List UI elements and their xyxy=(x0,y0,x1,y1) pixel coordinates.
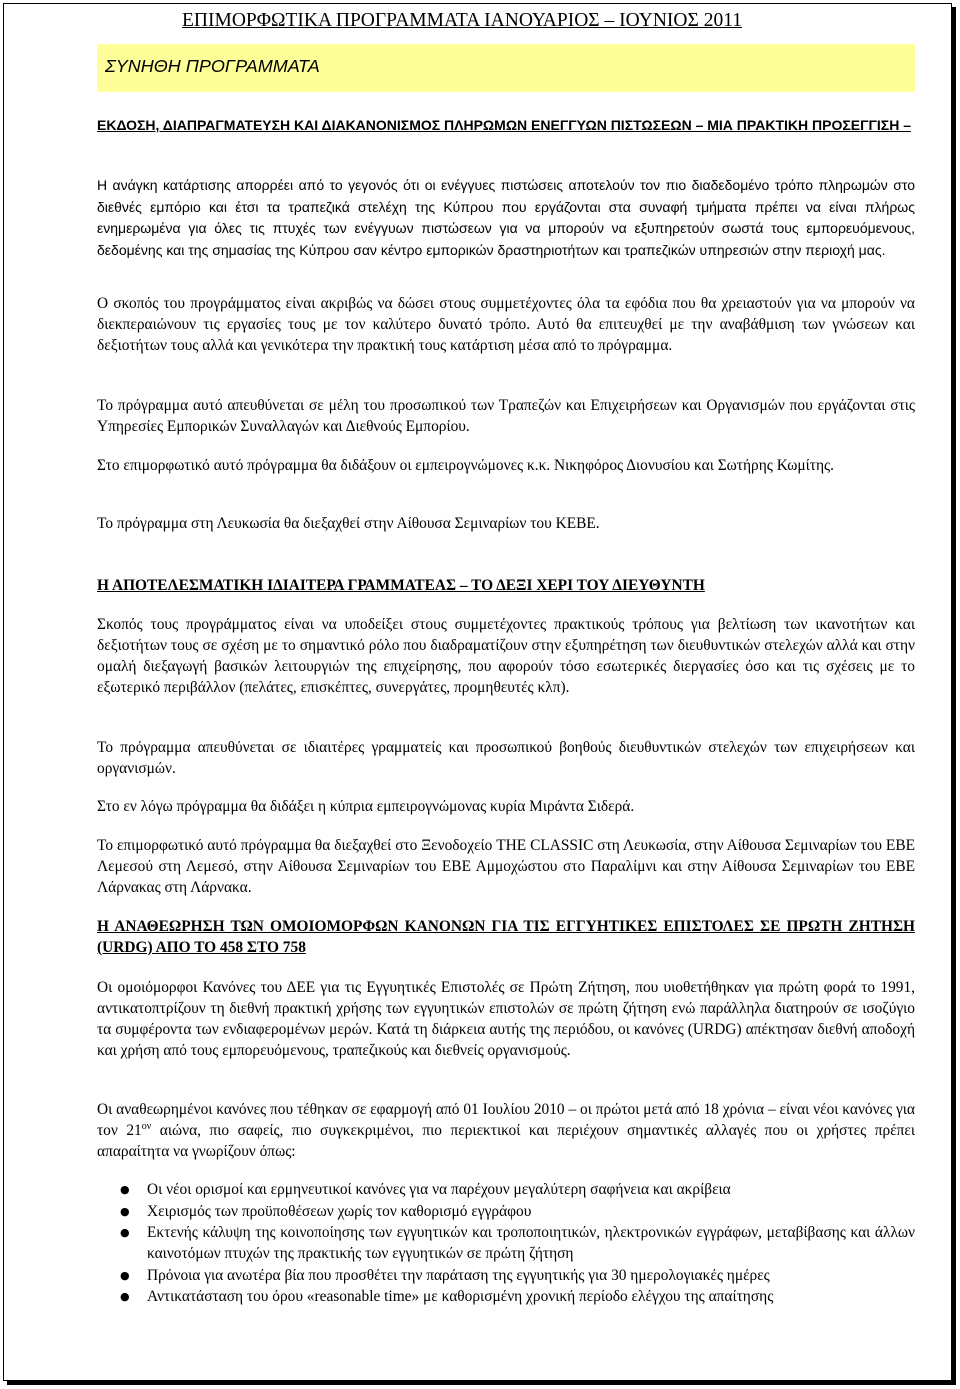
p2-text-before: Οι αναθεωρημένοι κανόνες που τέθηκαν σε εφαρμογή από 01 Ιουλίου 2010 – οι πρώτοι μετά από 18 χρόνια – είναι νέοι κανόνες για τον 21 xyxy=(97,1101,915,1139)
section1-paragraph-1: Η ανάγκη κατάρτισης απορρέει από το γεγονός ότι οι ενέγγυες πιστώσεις αποτελούν τον πιο διαδεδομένο τρόπο πληρωμών στο διεθνές εμπόριο και έτσι τα τραπεζικά στελέχη της Κύπρου που εργάζονται στα συναφή τμήματα πρέπει να είναι πλήρως ενημερωμένα για όλες τις πτυχές των ενέγγυων πιστώσεων για να μπορούν να εξυπηρετούν σωστά τους εμπορευόμενους, δεδομένης και της σημασίας της Κύπρου σαν κέντρο εμπορικών δραστηριοτήτων και τραπεζικών υπηρεσιών στην περιοχή μας. xyxy=(97,177,915,258)
section1-paragraph-2: Ο σκοπός του προγράμματος είναι ακριβώς να δώσει στους συμμετέχοντες όλα τα εφόδια που θα χρειαστούν για να μπορούν να διεκπεραιώνουν τις εργασίες τους με τον καλύτερο δυνατό τρόπο. Αυτό θα επιτευχθεί με την αναβάθμιση των γνώσεων και δεξιοτήτων τους αλλά και γενικότερα την πρακτική τους κατάρτιση μέσα από το πρόγραμμα. xyxy=(97,295,915,354)
section3-paragraph-2 xyxy=(97,1099,915,1162)
list-item: ● Οι νέοι ορισμοί και ερμηνευτικοί κανόνες για να παρέχουν μεγαλύτερη σαφήνεια και ακρίβεια xyxy=(97,1179,915,1200)
list-item: ● Χειρισμός των προϋποθέσεων χωρίς τον καθορισμό εγγράφου xyxy=(97,1201,915,1222)
list-item: ● Εκτενής κάλυψη της κοινοποίησης των εγγυητικών και τροποποιητικών, ηλεκτρονικών εγγράφων, μεταβίβασης και άλλων καινοτόμων πτυχών της πρακτικής των εγγυητικών σε πρώτη ζήτηση xyxy=(97,1222,915,1264)
list-item: ● Αντικατάσταση του όρου «reasonable time» με καθορισμένη χρονική περίοδο ελέγχου της απαίτησης xyxy=(97,1286,915,1307)
section2-paragraph-4: Το επιμορφωτικό αυτό πρόγραμμα θα διεξαχθεί στο Ξενοδοχείο THE CLASSIC στη Λευκωσία, στην Αίθουσα Σεμιναρίων του ΕΒΕ Λεμεσού στη Λεμεσό, στην Αίθουσα Σεμιναρίων του ΕΒΕ Αμμοχώστου στο Παραλίμνι και στην Αίθουσα Σεμιναρίων του ΕΒΕ Λάρνακας στη Λάρνακα. xyxy=(97,837,915,896)
section3-heading: Η ΑΝΑΘΕΩΡΗΣΗ ΤΩΝ ΟΜΟΙΟΜΟΡΦΩΝ ΚΑΝΟΝΩΝ ΓΙΑ ΤΙΣ ΕΓΓΥΗΤΙΚΕΣ ΕΠΙΣΤΟΛΕΣ ΣΕ ΠΡΩΤΗ ΖΗΤΗΣΗ (URDG) ΑΠΟ ΤΟ 458 ΣΤΟ 758 xyxy=(97,918,915,956)
section1-paragraph-3: Το πρόγραμμα αυτό απευθύνεται σε μέλη του προσωπικού των Τραπεζών και Επιχειρήσεων και Οργανισμών που εργάζονται στις Υπηρεσίες Εμπορικών Συναλλαγών και Διεθνούς Εμπορίου. xyxy=(97,397,915,435)
section-banner xyxy=(97,44,915,92)
banner-label: ΣΥΝΗΘΗ ΠΡΟΓΡΑΜΜΑΤΑ xyxy=(105,56,320,76)
changes-bullet-list xyxy=(97,1179,915,1308)
p2-superscript: ον xyxy=(141,1120,152,1132)
section2-heading: Η ΑΠΟΤΕΛΕΣΜΑΤΙΚΗ ΙΔΙΑΙΤΕΡΑ ΓΡΑΜΜΑΤΕΑΣ – ΤΟ ΔΕΞΙ ΧΕΡΙ ΤΟΥ ΔΙΕΥΘΥΝΤΗ xyxy=(97,577,705,594)
section1-heading: ΕΚΔΟΣΗ, ΔΙΑΠΡΑΓΜΑΤΕΥΣΗ ΚΑΙ ΔΙΑΚΑΝΟΝΙΣΜΟΣ ΠΛΗΡΩΜΩΝ ΕΝΕΓΓΥΩΝ ΠΙΣΤΩΣΕΩΝ – ΜΙΑ ΠΡΑΚΤΙΚΗ ΠΡΟΣΕΓΓΙΣΗ – xyxy=(97,117,911,133)
section1-paragraph-4: Στο επιμορφωτικό αυτό πρόγραμμα θα διδάξουν οι εμπειρογνώμονες κ.κ. Νικηφόρος Διονυσίου και Σωτήρης Κωμίτης. xyxy=(97,457,834,474)
section3-paragraph-1: Οι ομοιόμορφοι Κανόνες του ΔΕΕ για τις Εγγυητικές Επιστολές σε Πρώτη Ζήτηση, που υιοθετήθηκαν για πρώτη φορά το 1991, αντικατοπτρίζουν τη διεθνή πρακτική χρήσης των εγγυητικών επιστολών σε πρώτη ζήτηση ενώ παράλληλα διατηρούν σε ισοζύγιο τα συμφέροντα των ενδιαφερομένων μερών. Κατά τη διάρκεια αυτής της περιόδου, οι κανόνες (URDG) απέκτησαν διεθνή αποδοχή και χρήση από τους εμπορευόμενους, τραπεζικούς και διεθνείς οργανισμούς. xyxy=(97,979,915,1059)
section2-paragraph-1: Σκοπός τους προγράμματος είναι να υποδείξει στους συμμετέχοντες πρακτικούς τρόπους για βελτίωση των ικανοτήτων και δεξιοτήτων τους σε σχέση με το σημαντικό ρόλο που διαδραματίζουν στην εξυπηρέτηση των διευθυντικών στελεχών αλλά και στην ομαλή διεξαγωγή βασικών λειτουργιών της επιχείρησης, που αφορούν τόσο εσωτερικές διεργασίες όσο και τις σχέσεις με το εξωτερικό περιβάλλον (πελάτες, επισκέπτες, συνεργάτες, προμηθευτές κλπ). xyxy=(97,616,915,696)
list-item: ● Πρόνοια για ανωτέρα βία που προσθέτει την παράταση της εγγυητικής για 30 ημερολογιακές ημέρες xyxy=(97,1265,915,1286)
page-title: ΕΠΙΜΟΡΦΩΤΙΚΑ ΠΡΟΓΡΑΜΜΑΤΑ ΙΑΝΟΥΑΡΙΟΣ – ΙΟΥΝΙΟΣ 2011 xyxy=(182,10,743,31)
p2-text-after: αιώνα, πιο σαφείς, πιο συγκεκριμένοι, πιο περιεκτικοί και περιέχουν σημαντικές αλλαγές που οι χρήστες πρέπει απαραίτητα να γνωρίζουν όπως: xyxy=(97,1122,916,1160)
section2-paragraph-2: Το πρόγραμμα απευθύνεται σε ιδιαιτέρες γραμματείς και προσωπικού βοηθούς διευθυντικών στελεχών των επιχειρήσεων και οργανισμών. xyxy=(97,739,915,777)
section2-paragraph-3: Στο εν λόγω πρόγραμμα θα διδάξει η κύπρια εμπειρογνώμονας κυρία Μιράντα Σιδερά. xyxy=(97,798,635,815)
section1-paragraph-5: Το πρόγραμμα στη Λευκωσία θα διεξαχθεί στην Αίθουσα Σεμιναρίων του ΚΕΒΕ. xyxy=(97,515,600,532)
